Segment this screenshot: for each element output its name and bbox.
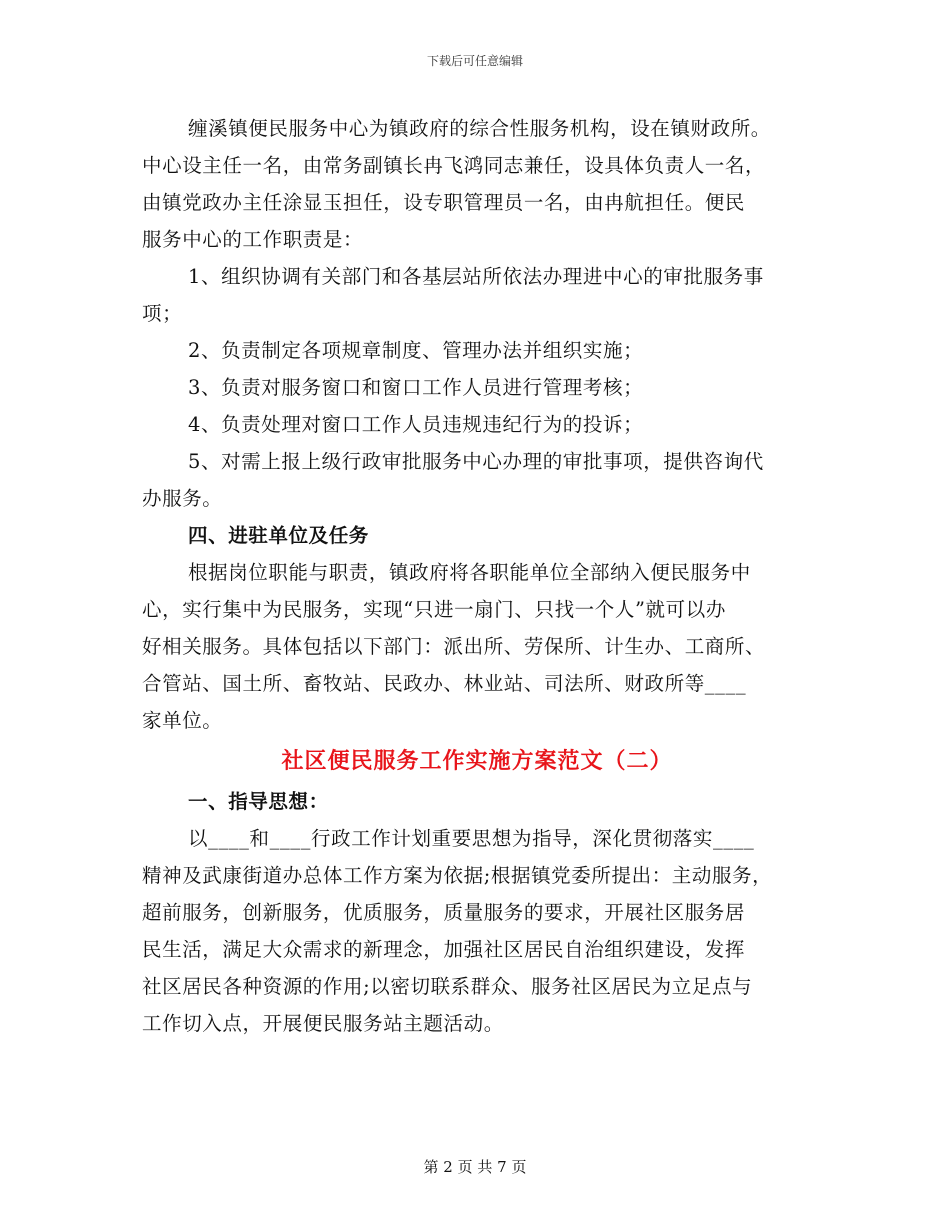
paragraph-line: 以____和____行政工作计划重要思想为指导，深化贯彻落实____ bbox=[188, 827, 755, 850]
paragraph-line: 中心设主任一名，由常务副镇长冉飞鸿同志兼任，设具体负责人一名， bbox=[142, 154, 766, 177]
paragraph-line: 工作切入点，开展便民服务站主题活动。 bbox=[142, 1012, 504, 1035]
list-item: 4、负责处理对窗口工作人员违规违纪行为的投诉； bbox=[188, 413, 644, 436]
paragraph-line: 由镇党政办主任涂显玉担任，设专职管理员一名，由冉航担任。便民 bbox=[142, 191, 746, 214]
document-body bbox=[142, 110, 812, 1042]
paragraph-line: 精神及武康街道办总体工作方案为依据;根据镇党委所提出：主动服务， bbox=[142, 864, 773, 887]
section-heading: 四、进驻单位及任务 bbox=[188, 524, 369, 547]
paragraph-line: 合管站、国土所、畜牧站、民政办、林业站、司法所、财政所等____ bbox=[142, 672, 747, 695]
list-item: 3、负责对服务窗口和窗口工作人员进行管理考核； bbox=[188, 376, 644, 399]
paragraph-line: 缠溪镇便民服务中心为镇政府的综合性服务机构，设在镇财政所。 bbox=[188, 117, 771, 140]
paragraph-line: 心，实行集中为民服务，实现“只进一扇门、只找一个人”就可以办 bbox=[142, 598, 726, 621]
list-item-continuation: 办服务。 bbox=[142, 487, 223, 510]
paragraph-line: 民生活，满足大众需求的新理念，加强社区居民自治组织建设，发挥 bbox=[142, 938, 746, 961]
page-header: 下载后可任意编辑 bbox=[426, 54, 523, 68]
page-footer: 第 2 页 共 7 页 bbox=[423, 1158, 527, 1176]
list-item: 2、负责制定各项规章制度、管理办法并组织实施； bbox=[188, 339, 644, 362]
paragraph-line: 社区居民各种资源的作用;以密切联系群众、服务社区居民为立足点与 bbox=[142, 975, 753, 998]
list-item: 5、对需上报上级行政审批服务中心办理的审批事项，提供咨询代 bbox=[188, 450, 764, 473]
paragraph-line: 服务中心的工作职责是： bbox=[142, 228, 364, 251]
list-item-continuation: 项； bbox=[142, 302, 183, 325]
section-heading: 一、指导思想： bbox=[188, 790, 329, 813]
paragraph-line: 好相关服务。具体包括以下部门：派出所、劳保所、计生办、工商所、 bbox=[142, 635, 766, 658]
paragraph-line: 根据岗位职能与职责，镇政府将各职能单位全部纳入便民服务中 bbox=[188, 561, 751, 584]
list-item: 1、组织协调有关部门和各基层站所依法办理进中心的审批服务事 bbox=[188, 265, 764, 288]
paragraph-line: 超前服务，创新服务，优质服务，质量服务的要求，开展社区服务居 bbox=[142, 901, 746, 924]
document-title: 社区便民服务工作实施方案范文（二） bbox=[281, 748, 673, 774]
paragraph-line: 家单位。 bbox=[142, 709, 223, 732]
